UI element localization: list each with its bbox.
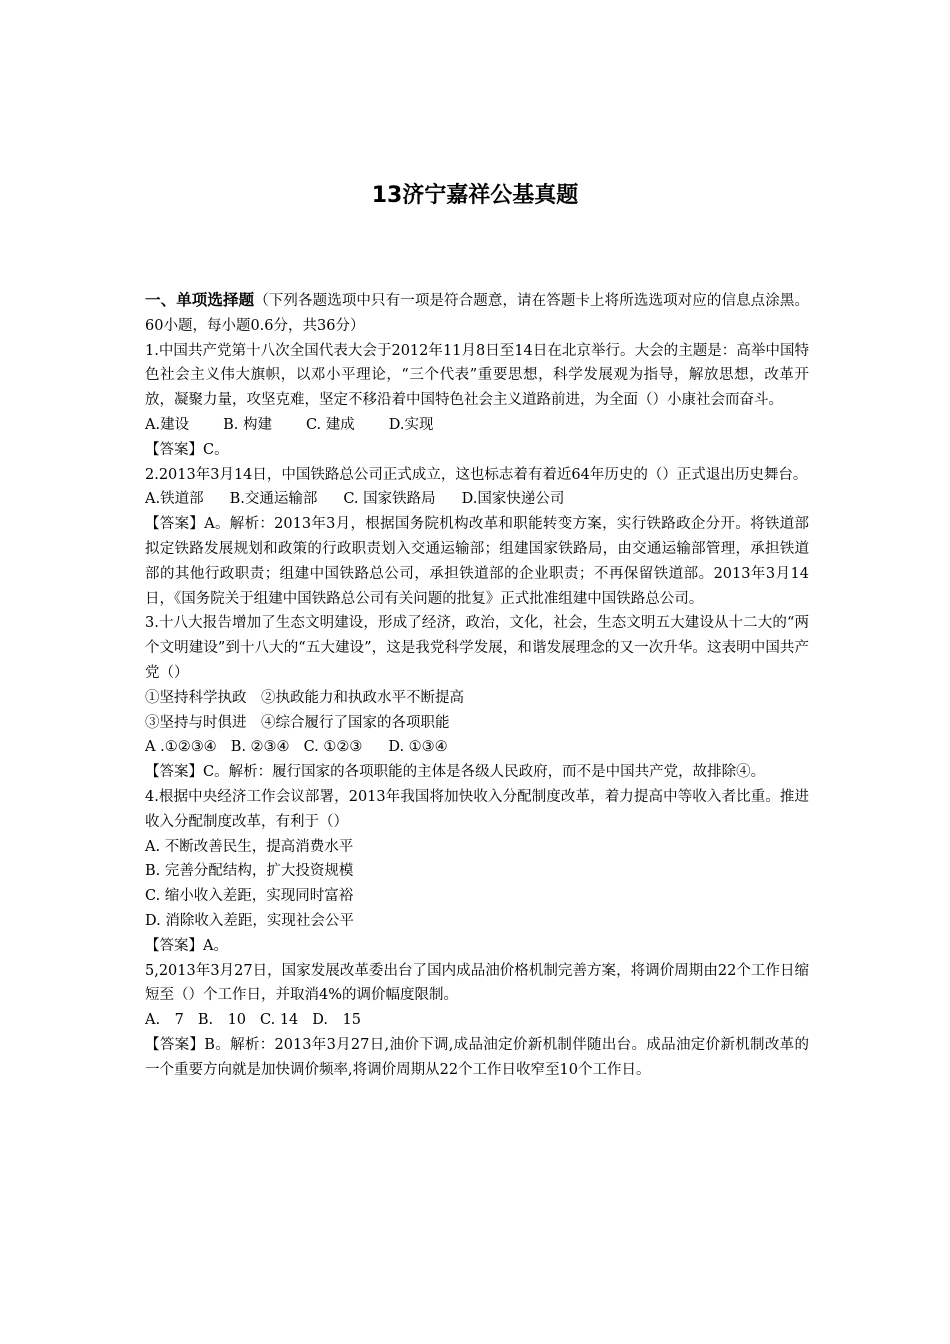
- question-1-option-a: A.建设: [145, 416, 190, 433]
- question-1-option-b: B. 构建: [223, 416, 272, 433]
- question-1-stem: 1.中国共产党第十八次全国代表大会于2012年11月8日至14日在北京举行。大会的主题是：高举中国特色社会主义伟大旗帜，以邓小平理论，“三个代表”重要思想，科学发展观为指导，解放思想，改革开放，凝聚力量，攻坚克难，坚定不移沿着中国特色社会主义道路前进，为全面（）小康社会而奋斗。: [145, 342, 809, 409]
- question-2-option-a: A.铁道部: [145, 491, 204, 508]
- question-3-option-c: C. ①②③: [303, 739, 363, 756]
- question-4-stem: 4.根据中央经济工作会议部署，2013年我国将加快收入分配制度改革，着力提高中等收入者比重。推进收入分配制度改革，有利于（）: [145, 788, 809, 830]
- question-4-option-b: B. 完善分配结构，扩大投资规模: [145, 863, 354, 880]
- question-5-option-b: B. 10: [197, 1012, 247, 1029]
- question-3-option-a: A .①②③④: [145, 739, 217, 756]
- document-body: [145, 288, 809, 1083]
- question-2-answer: 【答案】A。解析：2013年3月，根据国务院机构改革和职能转变方案，实行铁路政企分开。将铁道部拟定铁路发展规划和政策的行政职责划入交通运输部；组建国家铁路局，由交通运输部管理，承担铁道部的其他行政职责；组建中国铁路总公司，承担铁道部的企业职责；不再保留铁道部。2013年3月14日，《国务院关于组建中国铁路总公司有关问题的批复》正式批准组建中国铁路总公司。: [145, 516, 809, 607]
- section-heading: 一、单项选择题: [145, 291, 255, 309]
- question-2-options: [145, 487, 809, 512]
- question-5-options: [145, 1008, 809, 1033]
- question-4-option-d: D. 消除收入差距，实现社会公平: [145, 912, 354, 929]
- question-2-option-c: C. 国家铁路局: [343, 491, 436, 508]
- section-header: [145, 288, 809, 339]
- question-3-statement-1: ①坚持科学执政 ②执政能力和执政水平不断提高: [145, 689, 464, 706]
- question-3-statement-2: ③坚持与时俱进 ④综合履行了国家的各项职能: [145, 714, 450, 731]
- question-4-option-a: A. 不断改善民生，提高消费水平: [145, 838, 354, 855]
- question-5-answer: 【答案】B。解析：2013年3月27日,油价下调,成品油定价新机制伴随出台。成品油定价新机制改革的一个重要方向就是加快调价频率,将调价周期从22个工作日收窄至10个工作日。: [145, 1036, 809, 1078]
- question-2-stem: 2.2013年3月14日，中国铁路总公司正式成立，这也标志着有着近64年历史的（）正式退出历史舞台。: [145, 466, 808, 483]
- question-3-stem: 3.十八大报告增加了生态文明建设，形成了经济，政治，文化，社会，生态文明五大建设从十二大的“两个文明建设”到十八大的“五大建设”，这是我党科学发展，和谐发展理念的又一次升华。这表明中国共产党（）: [145, 615, 809, 681]
- question-3-answer: 【答案】C。解析：履行国家的各项职能的主体是各级人民政府，而不是中国共产党，故排除④。: [145, 764, 766, 781]
- question-5-option-d: D. 15: [312, 1012, 361, 1029]
- question-5-stem: 5,2013年3月27日，国家发展改革委出台了国内成品油价格机制完善方案，将调价周期由22个工作日缩短至（）个工作日，并取消4%的调价幅度限制。: [145, 962, 809, 1004]
- section-instruction: （下列各题选项中只有一项是符合题意，请在答题卡上将所选选项对应的信息点涂黑。60小题，每小题0.6分，共36分）: [145, 293, 809, 334]
- question-1-option-c: C. 建成: [305, 416, 355, 433]
- question-2-option-d: D.国家快递公司: [461, 491, 565, 508]
- question-2-option-b: B.交通运输部: [229, 491, 318, 508]
- question-4-answer: 【答案】A。: [145, 937, 228, 954]
- question-1-option-d: D.实现: [388, 416, 434, 433]
- document-title: 13济宁嘉祥公基真题: [371, 183, 579, 208]
- question-1-answer: 【答案】C。: [145, 441, 229, 458]
- question-3-options: [145, 735, 809, 760]
- question-3-option-d: D. ①③④: [388, 739, 448, 756]
- question-3-option-b: B. ②③④: [230, 739, 290, 756]
- question-4-option-c: C. 缩小收入差距，实现同时富裕: [145, 888, 354, 905]
- question-1-options: [145, 413, 809, 438]
- question-5-option-a: A. 7: [145, 1012, 184, 1029]
- question-5-option-c: C. 14: [260, 1012, 299, 1029]
